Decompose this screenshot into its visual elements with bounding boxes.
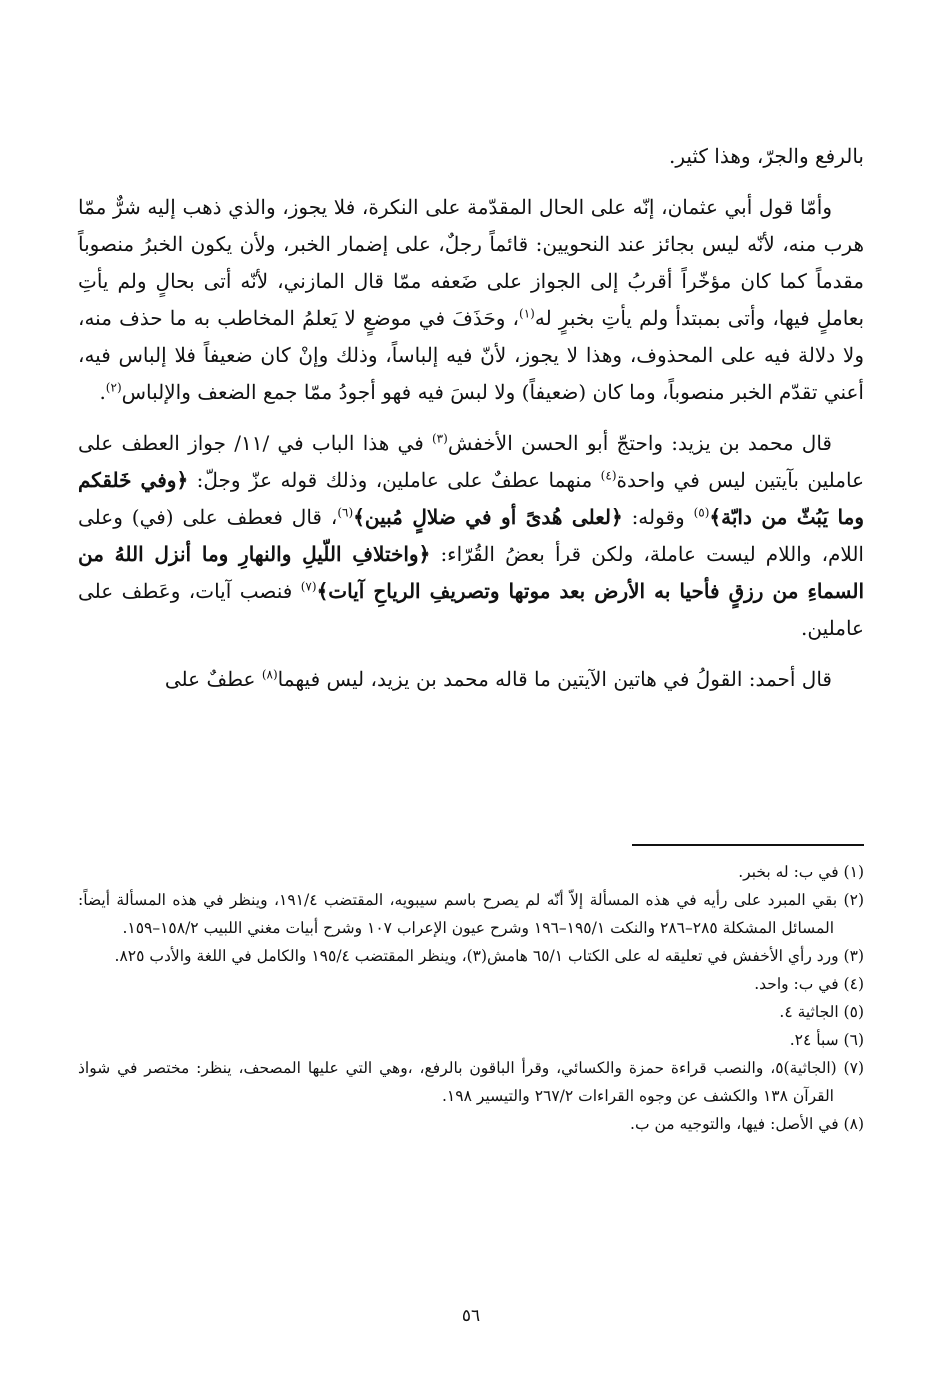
footnote-ref[interactable]: (٥)	[693, 505, 710, 520]
quran-quote: ﴿واختلافِ اللّيلِ والنهارِ وما أنزل اللهُ من السماءِ من رزقٍ فأحيا به الأرض بعد موتها وتصريفِ الرياحِ آيات﴾	[78, 542, 865, 603]
text-segment: بالرفع والجرّ، وهذا كثير.	[668, 144, 864, 168]
text-segment: قال محمد بن يزيد: واحتجّ أبو الحسن الأخفش	[447, 431, 832, 455]
quran-quote: ﴿وفي خَلقكم وما يَبُثّ من دابّة﴾	[78, 468, 864, 529]
paragraph-3	[78, 425, 864, 647]
text-segment: قال أحمد: القولُ في هاتين الآيتين ما قاله محمد بن يزيد، ليس فيهما	[277, 667, 832, 691]
paragraph-2	[78, 189, 864, 411]
text-segment: منهما عطفٌ على عاملين، وذلك قوله عزّ وجلّ:	[188, 468, 601, 492]
text-segment: فنصب آيات، وعَطف على عاملين.	[78, 579, 864, 640]
footnote-1: (١) في ب: له بخبر.	[738, 863, 864, 881]
footnote-ref[interactable]: (٤)	[600, 468, 617, 483]
main-text	[78, 138, 864, 698]
paragraph-4	[78, 661, 864, 698]
paragraph-1	[78, 138, 864, 175]
footnote-ref[interactable]: (٦)	[337, 505, 354, 520]
footnote-ref[interactable]: (٧)	[300, 579, 317, 594]
text-segment: في هذا الباب في /١١/ جواز العطف على عاملين بآيتين ليس في واحدة	[78, 431, 865, 492]
text-segment: وأمّا قول أبي عثمان، إنّه على الحال المقدّمة على النكرة، فلا يجوز، والذي ذهب إليه شرٌّ ممّا هرب منه، لأنّه ليس بجائز عند النحويين: قائماً رجلٌ، على إضمار الخبر، ولأن يكون الخبرُ منصوباً مقدماً كما كان مؤخّراً أقربُ إلى الجواز على ضَعفه ممّا قال المازني، لأنّه أتى بحالٍ ولم يأتِ بعاملٍ فيها، وأتى بمبتدأ ولم يأتِ بخبرٍ له	[78, 195, 865, 330]
footnote-ref[interactable]: (٣)	[431, 431, 448, 446]
footnote-ref[interactable]: (١)	[519, 306, 535, 321]
footnote-separator	[632, 844, 864, 846]
book-page	[78, 138, 864, 1368]
footnote-6: (٦) سبأ ٢٤.	[789, 1031, 864, 1049]
footnote-ref[interactable]: (٢)	[105, 380, 122, 395]
footnote-3: (٣) ورد رأي الأخفش في تعليقه له على الكتاب ٦٥/١ هامش(٣)، وينظر المقتضب ١٩٥/٤ والكامل في اللغة والأدب ٨٢٥.	[114, 947, 864, 965]
text-segment: وقوله:	[622, 505, 694, 529]
text-segment: .	[99, 380, 106, 404]
footnote-2: (٢) بقي المبرد على رأيه في هذه المسألة إلاّ أنّه لم يصرح باسم سيبويه، المقتضب ١٩١/٤، وينظر في هذه المسألة أيضاً: المسائل المشكلة ٢٨٥–٢٨٦ والنكت ١٩٥/١–١٩٦ وشرح عيون الإعراب ١٠٧ وشرح أبيات مغني اللبيب ١٥٨/٢–١٥٩.	[78, 891, 864, 937]
footnote-8: (٨) في الأصل: فيها، والتوجيه من ب.	[630, 1115, 864, 1133]
page-number: ٥٦	[461, 1306, 481, 1326]
footnote-7: (٧) (الجاثية)٥، والنصب قراءة حمزة والكسائي، وقرأ الباقون بالرفع، ،وهي التي عليها المصحف، ينظر: مختصر في شواذ القرآن ١٣٨ والكشف عن وجوه القراءات ٢٦٧/٢ والتيسير ١٩٨.	[78, 1059, 864, 1105]
text-segment: ، قال فعطف على (في) وعلى اللام، واللام ليست عاملة، ولكن قرأ بعضُ القُرّاء:	[78, 505, 864, 566]
footnote-4: (٤) في ب: واحد.	[754, 975, 864, 993]
quran-quote: ﴿لعلى هُدىً أو في ضلالٍ مُبين﴾	[353, 505, 623, 529]
text-segment: عطفٌ على	[164, 667, 262, 691]
footnote-ref[interactable]: (٨)	[261, 667, 278, 682]
text-segment: ، وحَذَفَ في موضعٍ لا يَعلمُ المخاطب به ما حذف منه، ولا دلالة فيه على المحذوف، وهذا لا يجوز، لأنّ فيه إلباساً، وذلك وإنْ كان ضعيفاً فلا إلباس فيه، أعني تقدّم الخبر منصوباً، وما كان (ضعيفاً) ولا لبسَ فيه فهو أجودُ ممّا جمع الضعف والإلباس	[78, 306, 865, 404]
footnote-5: (٥) الجاثية ٤.	[779, 1003, 864, 1021]
footnotes	[78, 858, 864, 1138]
